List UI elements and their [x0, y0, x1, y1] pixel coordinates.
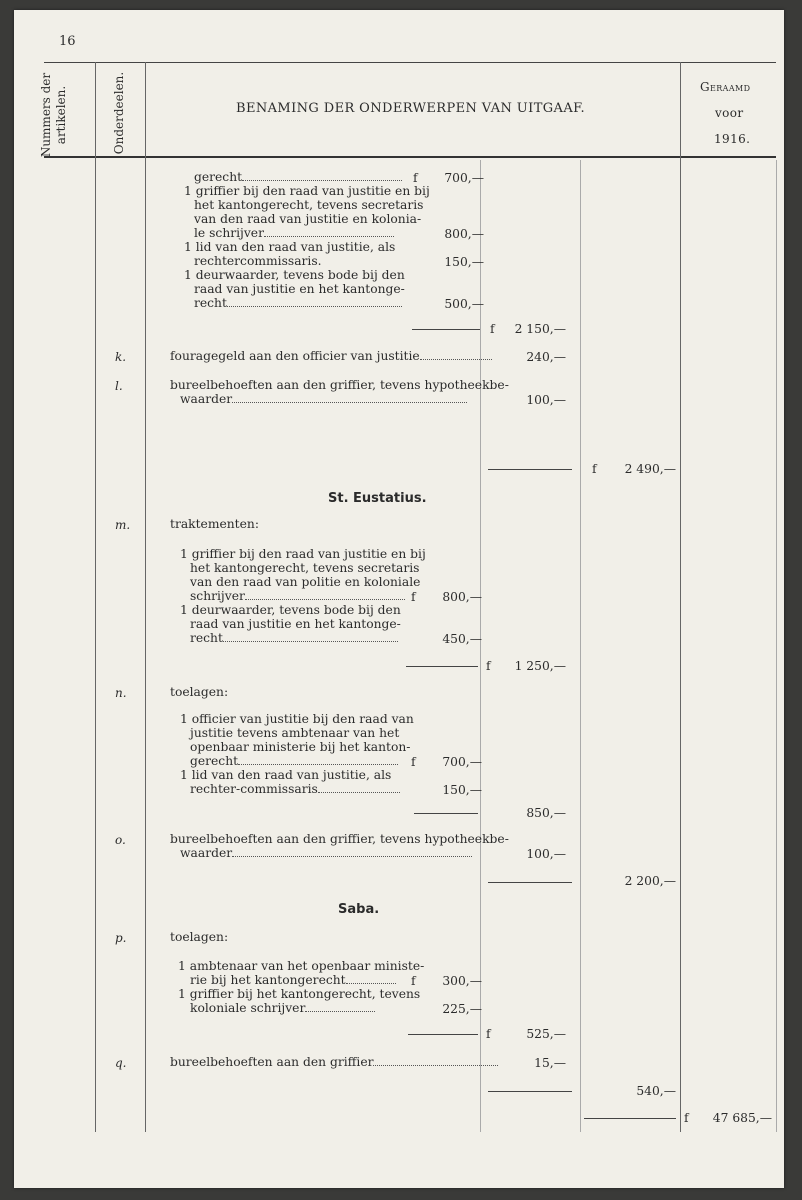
col-divider-1: [95, 62, 96, 1132]
grand-total-amount: 47 685,—: [712, 1111, 772, 1125]
block1-line-5: le schrijver: [194, 227, 394, 241]
subtotal1-amount: 2 490,—: [624, 462, 676, 476]
subtotal1-rule: [488, 469, 572, 470]
item-p-sum-rule: [408, 1034, 478, 1035]
item-m-line-2: het kantongerecht, tevens secretaris: [190, 561, 420, 575]
section-st-eustatius: St. Eustatius.: [328, 491, 427, 506]
subtotal3-rule: [488, 1091, 572, 1092]
document-page: [14, 10, 784, 1188]
item-p-line-1: 1 ambtenaar van het openbaar ministe-: [178, 959, 425, 973]
header-title: BENAMING DER ONDERWERPEN VAN UITGAAF.: [236, 101, 586, 116]
item-m-sum-rule: [406, 666, 478, 667]
subtotal3-amount: 540,—: [636, 1084, 676, 1098]
item-k-amount: 240,—: [526, 350, 566, 364]
item-m-line-1: 1 griffier bij den raad van justitie en bij: [180, 547, 426, 561]
item-q-amount: 15,—: [534, 1056, 566, 1070]
item-m-heading: traktementen:: [170, 517, 259, 531]
item-q-text: bureelbehoeften aan den griffier: [170, 1056, 498, 1070]
item-k-label: k.: [115, 350, 127, 364]
header-bottom-rule: [44, 156, 776, 158]
col-divider-3: [680, 62, 681, 1132]
block1-amount-1: 700,—: [444, 171, 484, 185]
item-m-amount-1: 800,—: [442, 590, 482, 604]
header-subdivisions: Onderdeelen.: [112, 71, 126, 155]
item-n-line-3: openbaar ministerie bij het kanton-: [190, 740, 411, 754]
item-m-total: 1 250,—: [514, 659, 566, 673]
item-p-amount-2: 225,—: [442, 1002, 482, 1016]
item-o-line1: bureelbehoeften aan den griffier, tevens hypotheekbe-: [170, 832, 509, 846]
item-p-line-3: 1 griffier bij het kantongerecht, tevens: [178, 987, 421, 1001]
block1-amount-3: 150,—: [444, 255, 484, 269]
item-m-total-f: f: [486, 659, 491, 673]
item-p-line-4: koloniale schrijver: [190, 1002, 375, 1016]
item-q-label: q.: [115, 1056, 127, 1070]
item-p-heading: toelagen:: [170, 930, 229, 944]
item-n-line-6: rechter-commissaris: [190, 783, 400, 797]
header-top-rule: [44, 62, 776, 63]
subtotal2-amount: 2 200,—: [624, 874, 676, 888]
item-p-f: f: [411, 974, 416, 988]
block1-line-7: rechtercommissaris.: [194, 254, 322, 268]
grand-total-rule: [584, 1118, 676, 1119]
header-article-numbers: Nummers der artikelen.: [39, 72, 68, 158]
col-divider-6: [776, 160, 777, 1132]
item-m-line-4: schrijver: [190, 590, 405, 604]
item-n-label: n.: [115, 686, 127, 700]
item-m-line-6: raad van justitie en het kantonge-: [190, 617, 401, 631]
item-p-total-f: f: [486, 1027, 491, 1041]
item-o-label: o.: [115, 833, 126, 847]
item-p-label: p.: [115, 931, 127, 945]
header-for: voor: [715, 106, 744, 120]
item-m-label: m.: [115, 518, 131, 532]
item-n-total: 850,—: [526, 806, 566, 820]
item-p-total: 525,—: [526, 1027, 566, 1041]
col-divider-2: [145, 62, 146, 1132]
item-n-heading: toelagen:: [170, 685, 229, 699]
item-n-amount-1: 700,—: [442, 755, 482, 769]
item-m-amount-2: 450,—: [442, 632, 482, 646]
item-l-line2: waarder: [180, 393, 467, 407]
subtotal2-rule: [488, 882, 572, 883]
item-p-line-2: rie bij het kantongerecht: [190, 974, 396, 988]
item-l-label: l.: [115, 379, 123, 393]
item-k-text: fouragegeld aan den officier van justitie: [170, 350, 492, 364]
block1-total-f: f: [490, 322, 495, 336]
item-n-amount-2: 150,—: [442, 783, 482, 797]
block1-total: 2 150,—: [514, 322, 566, 336]
block1-line-4: van den raad van justitie en kolonia-: [194, 212, 422, 226]
block1-line-2: 1 griffier bij den raad van justitie en bij: [184, 184, 430, 198]
page-number: 16: [59, 34, 76, 49]
item-o-line2: waarder: [180, 847, 472, 861]
item-m-line-7: recht: [190, 632, 398, 646]
item-n-line-1: 1 officier van justitie bij den raad van: [180, 712, 414, 726]
item-n-line-4: gerecht: [190, 755, 398, 769]
block1-line-6: 1 lid van den raad van justitie, als: [184, 240, 396, 254]
block1-line-8: 1 deurwaarder, tevens bode bij den: [184, 268, 405, 282]
item-n-line-5: 1 lid van den raad van justitie, als: [180, 768, 392, 782]
block1-amount-4: 500,—: [444, 297, 484, 311]
subtotal1-f: f: [592, 462, 597, 476]
item-n-sum-rule: [414, 813, 478, 814]
item-n-f: f: [411, 755, 416, 769]
item-l-amount: 100,—: [526, 393, 566, 407]
item-p-amount-1: 300,—: [442, 974, 482, 988]
item-m-line-5: 1 deurwaarder, tevens bode bij den: [180, 603, 401, 617]
block1-line-1: gerecht: [194, 171, 402, 185]
item-l-line1: bureelbehoeften aan den griffier, tevens hypotheekbe-: [170, 378, 509, 392]
block1-sum-rule: [412, 329, 480, 330]
grand-total-f: f: [684, 1111, 689, 1125]
col-divider-5: [580, 160, 581, 1132]
section-saba: Saba.: [338, 902, 380, 917]
item-n-line-2: justitie tevens ambtenaar van het: [190, 726, 400, 740]
block1-line-10: recht: [194, 297, 402, 311]
block1-f: f: [413, 171, 418, 185]
block1-line-9: raad van justitie en het kantonge-: [194, 282, 405, 296]
item-m-line-3: van den raad van politie en koloniale: [190, 575, 421, 589]
block1-amount-2: 800,—: [444, 227, 484, 241]
block1-line-3: het kantongerecht, tevens secretaris: [194, 198, 424, 212]
header-year: 1916.: [714, 132, 751, 146]
item-o-amount: 100,—: [526, 847, 566, 861]
header-estimated: Geraamd: [700, 80, 751, 94]
item-m-f: f: [411, 590, 416, 604]
